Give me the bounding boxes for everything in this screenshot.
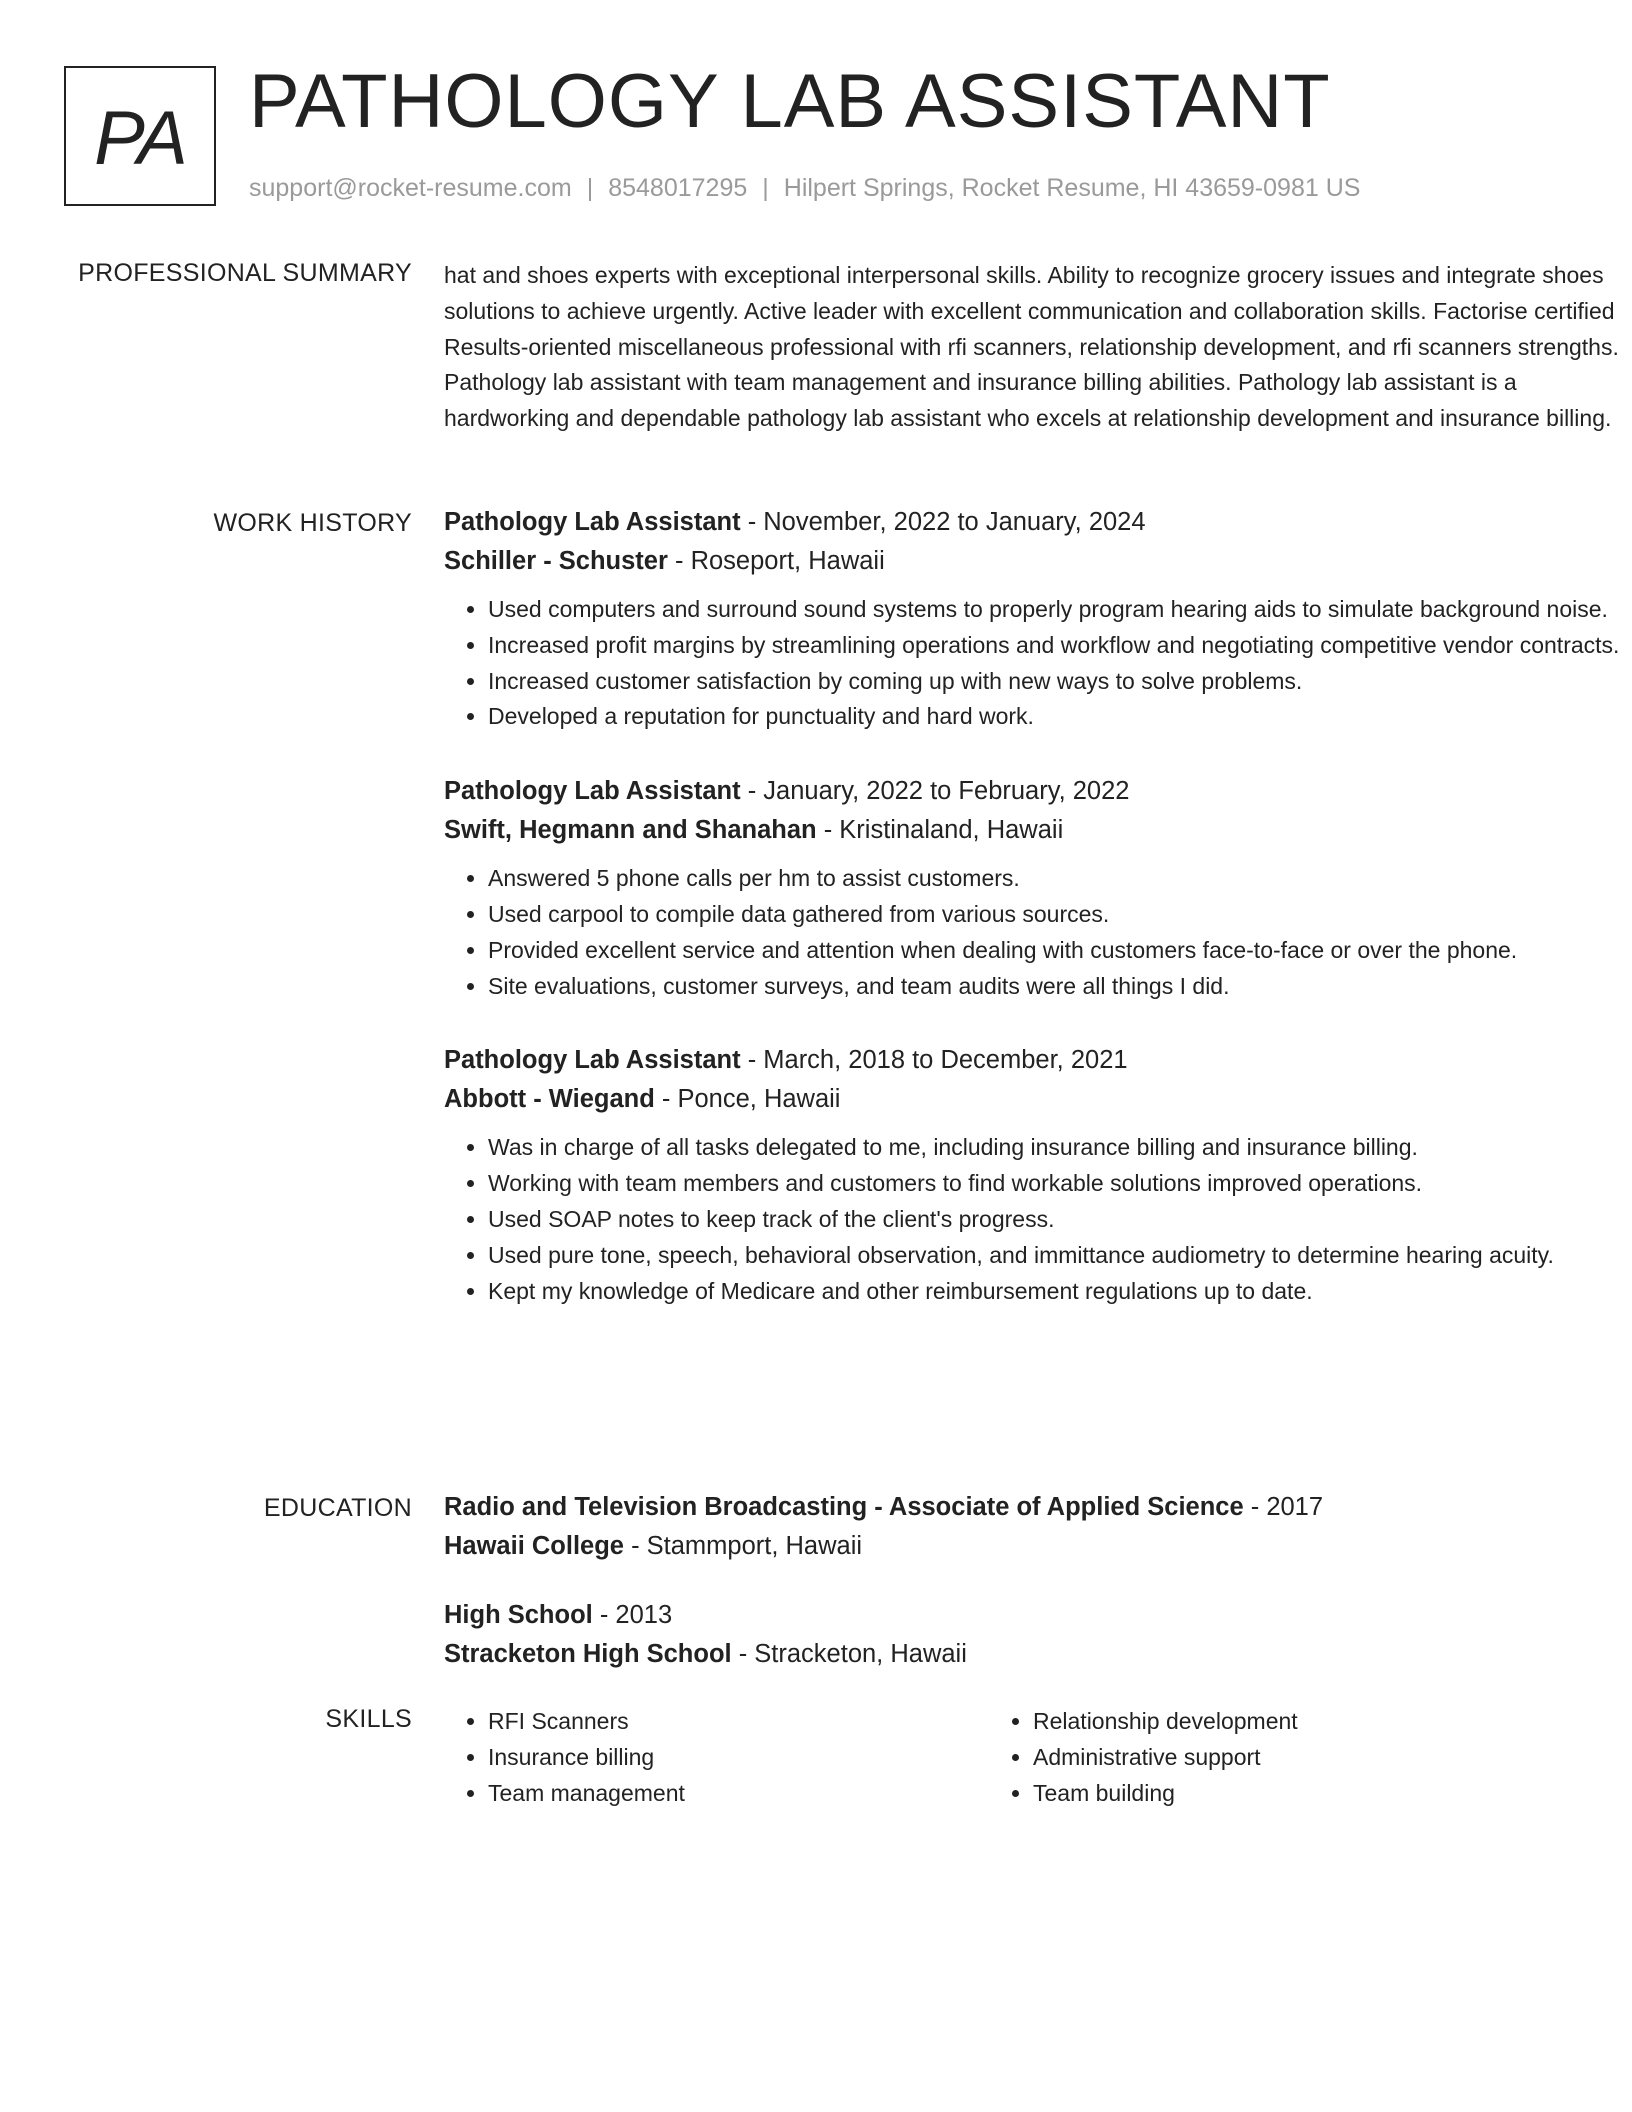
job-company-line bbox=[444, 811, 1624, 850]
job-entry bbox=[444, 503, 1624, 735]
skills-grid bbox=[444, 1704, 1624, 1811]
summary-body bbox=[444, 258, 1624, 437]
skills-column-left bbox=[444, 1704, 989, 1811]
contact-separator: | bbox=[586, 174, 594, 202]
job-bullet: • Was in charge of all tasks delegated to me, including insurance billing and insurance billing. bbox=[488, 1130, 1624, 1166]
job-location: - Roseport, Hawaii bbox=[667, 547, 885, 575]
section-heading-work-history: WORK HISTORY bbox=[213, 509, 412, 537]
skills-list bbox=[989, 1704, 1534, 1811]
job-bullet: • Working with team members and customers to find workable solutions improved operations. bbox=[488, 1166, 1624, 1202]
job-company: Abbott - Wiegand bbox=[444, 1085, 655, 1114]
education-degree-line bbox=[444, 1488, 1624, 1527]
resume-title: PATHOLOGY LAB ASSISTANT bbox=[249, 59, 1331, 144]
job-bullet: • Kept my knowledge of Medicare and other reimbursement regulations up to date. bbox=[488, 1274, 1624, 1310]
education-school-line bbox=[444, 1635, 1624, 1674]
job-entry bbox=[444, 1041, 1624, 1309]
education-location: - Stracketon, Hawaii bbox=[731, 1640, 967, 1668]
job-title-line bbox=[444, 1041, 1624, 1080]
section-heading-skills: SKILLS bbox=[325, 1705, 412, 1733]
skills-column-right bbox=[989, 1704, 1534, 1811]
job-bullet: • Answered 5 phone calls per hm to assist customers. bbox=[488, 861, 1624, 897]
section-heading-summary: PROFESSIONAL SUMMARY bbox=[78, 259, 412, 287]
job-company-line bbox=[444, 1080, 1624, 1119]
job-bullet: • Used computers and surround sound systems to properly program hearing aids to simulate background noise. bbox=[488, 592, 1624, 628]
education-entry bbox=[444, 1596, 1624, 1674]
job-title-line bbox=[444, 772, 1624, 811]
skills-body bbox=[444, 1704, 1624, 1811]
job-dates: - March, 2018 to December, 2021 bbox=[740, 1046, 1128, 1075]
job-bullet: • Used SOAP notes to keep track of the client's progress. bbox=[488, 1202, 1624, 1238]
job-bullet: • Site evaluations, customer surveys, and team audits were all things I did. bbox=[488, 969, 1624, 1005]
job-dates: - November, 2022 to January, 2024 bbox=[740, 508, 1146, 536]
job-location: - Ponce, Hawaii bbox=[654, 1085, 841, 1114]
skill-item: • Insurance billing bbox=[488, 1740, 989, 1776]
skill-item: • Team building bbox=[1033, 1776, 1534, 1812]
work-history-body bbox=[444, 503, 1624, 1346]
contact-phone: 8548017295 bbox=[608, 174, 748, 202]
contact-address: Hilpert Springs, Rocket Resume, HI 43659-0981 US bbox=[783, 174, 1361, 202]
job-bullet: • Increased customer satisfaction by coming up with new ways to solve problems. bbox=[488, 664, 1624, 700]
job-location: - Kristinaland, Hawaii bbox=[816, 816, 1064, 845]
monogram-initials: PA bbox=[94, 95, 186, 181]
education-body bbox=[444, 1488, 1624, 1704]
education-degree: High School bbox=[444, 1601, 593, 1629]
skill-item: • Team management bbox=[488, 1776, 989, 1812]
education-year: - 2017 bbox=[1243, 1493, 1324, 1521]
job-dates: - January, 2022 to February, 2022 bbox=[740, 777, 1130, 806]
education-school: Hawaii College bbox=[444, 1532, 624, 1560]
job-entry bbox=[444, 772, 1624, 1004]
job-title-line bbox=[444, 503, 1624, 542]
job-bullet-list bbox=[444, 861, 1624, 1004]
job-bullet: • Increased profit margins by streamlining operations and workflow and negotiating competitive vendor contracts. bbox=[488, 628, 1624, 664]
contact-line bbox=[249, 174, 1360, 203]
skill-item: • Relationship development bbox=[1033, 1704, 1534, 1740]
job-company: Schiller - Schuster bbox=[444, 547, 668, 575]
job-title: Pathology Lab Assistant bbox=[444, 777, 741, 806]
job-bullet: • Developed a reputation for punctuality and hard work. bbox=[488, 699, 1624, 735]
section-heading-education: EDUCATION bbox=[263, 1494, 412, 1522]
education-degree-line bbox=[444, 1596, 1624, 1635]
skill-item: • Administrative support bbox=[1033, 1740, 1534, 1776]
job-bullet: • Used carpool to compile data gathered from various sources. bbox=[488, 897, 1624, 933]
education-year: - 2013 bbox=[592, 1601, 673, 1629]
job-bullet-list bbox=[444, 1130, 1624, 1309]
summary-text: hat and shoes experts with exceptional interpersonal skills. Ability to recognize grocery issues and integrate shoes solutions to achieve urgently. Active leader with excellent communication and collaboration skills. Factorise certified Results-oriented miscellaneous professional with rfi scanners, relationship development, and rfi scanners strengths. Pathology lab assistant with team management and insurance billing abilities. Pathology lab assistant is a hardworking and dependable pathology lab assistant who excels at relationship development and insurance billing. bbox=[444, 262, 1619, 432]
education-degree: Radio and Television Broadcasting - Associate of Applied Science bbox=[444, 1493, 1244, 1521]
job-company: Swift, Hegmann and Shanahan bbox=[444, 816, 817, 845]
contact-separator: | bbox=[762, 174, 769, 202]
education-school-line bbox=[444, 1527, 1624, 1566]
job-bullet: • Provided excellent service and attention when dealing with customers face-to-face or over the phone. bbox=[488, 933, 1624, 969]
contact-email: support@rocket-resume.com bbox=[249, 174, 572, 202]
education-entry bbox=[444, 1488, 1624, 1566]
job-company-line bbox=[444, 542, 1624, 581]
education-location: - Stammport, Hawaii bbox=[623, 1532, 863, 1560]
education-school: Stracketon High School bbox=[444, 1640, 732, 1668]
skill-item: • RFI Scanners bbox=[488, 1704, 989, 1740]
job-bullet: • Used pure tone, speech, behavioral observation, and immittance audiometry to determine hearing acuity. bbox=[488, 1238, 1624, 1274]
skills-list bbox=[444, 1704, 989, 1811]
job-title: Pathology Lab Assistant bbox=[444, 508, 741, 536]
job-title: Pathology Lab Assistant bbox=[444, 1046, 741, 1075]
monogram-box bbox=[64, 66, 216, 206]
job-bullet-list bbox=[444, 592, 1624, 735]
